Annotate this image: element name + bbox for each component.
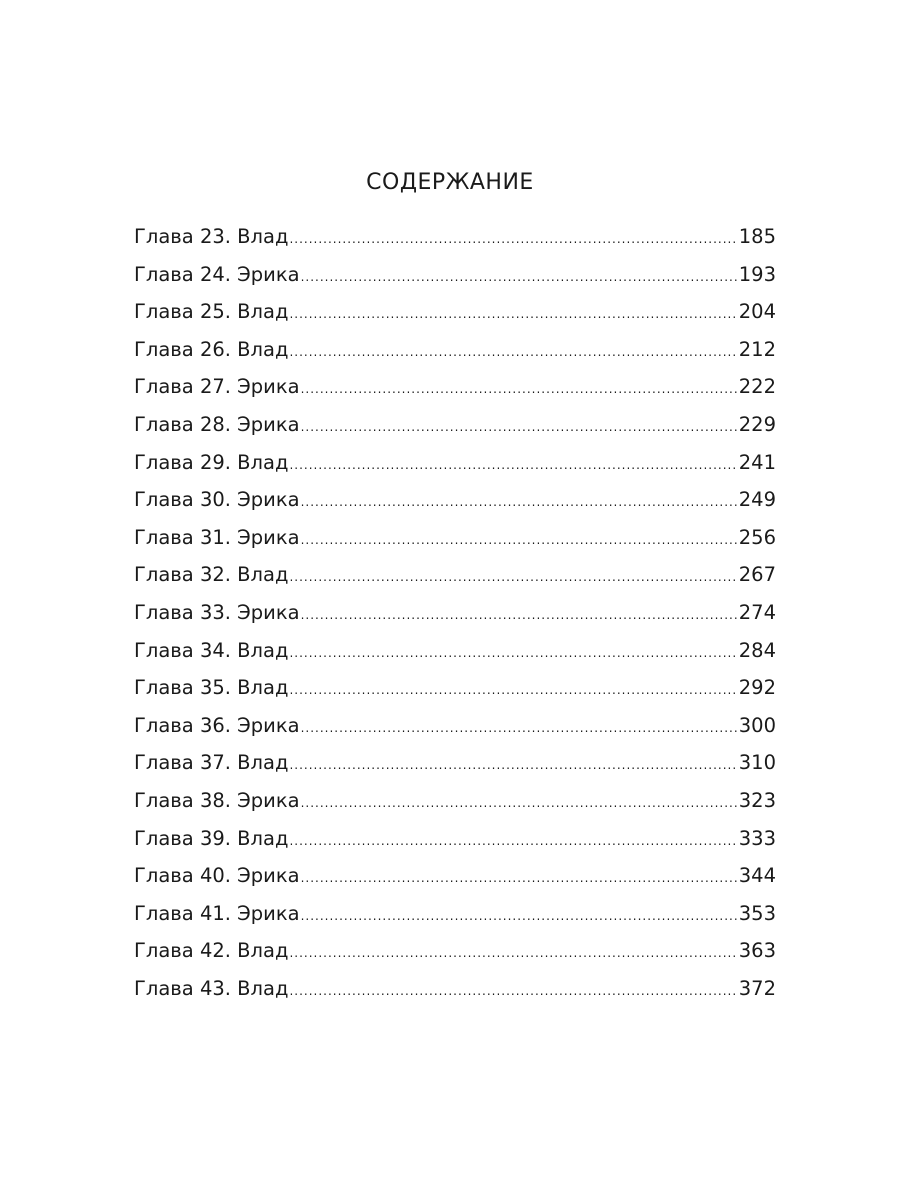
chapter-title: Глава 43. Влад [134,976,289,1000]
chapter-title: Глава 36. Эрика [134,713,300,737]
dot-leader [289,559,737,594]
toc-entry [134,782,776,820]
toc-entry [134,932,776,970]
toc-entry [134,519,776,557]
dot-leader [289,747,737,782]
toc-entry [134,970,776,1008]
dot-leader [301,898,738,933]
page-number: 353 [738,901,776,925]
chapter-title: Глава 40. Эрика [134,864,300,888]
toc-entry [134,632,776,670]
page-title: СОДЕРЖАНИЕ [366,170,534,195]
page-number: 193 [738,262,776,286]
chapter-title: Глава 33. Эрика [134,600,300,624]
chapter-title: Глава 25. Влад [134,300,289,324]
chapter-title: Глава 24. Эрика [134,262,300,286]
page-number: 300 [738,713,776,737]
page-number: 256 [738,525,776,549]
page-number: 292 [738,676,776,700]
dot-leader [301,860,738,895]
page-number: 310 [738,751,776,775]
dot-leader [301,785,738,820]
dot-leader [289,973,737,1008]
dot-leader [301,522,738,557]
page-number: 344 [738,864,776,888]
dot-leader [301,710,738,745]
toc-entry [134,293,776,331]
page-number: 185 [738,225,776,248]
chapter-title: Глава 39. Влад [134,826,289,850]
toc-entry [134,368,776,406]
toc-entry [134,895,776,933]
chapter-title: Глава 34. Влад [134,638,289,662]
chapter-title: Глава 30. Эрика [134,488,300,512]
toc-entry [134,744,776,782]
dot-leader [301,484,738,519]
dot-leader [289,823,737,858]
table-of-contents [134,218,776,1007]
page-number: 212 [738,337,776,361]
page-number: 229 [738,412,776,436]
page-number: 323 [738,788,776,812]
toc-entry [134,406,776,444]
toc-entry [134,331,776,369]
dot-leader [289,296,737,331]
chapter-title: Глава 29. Влад [134,450,289,474]
dot-leader [289,447,737,482]
chapter-title: Глава 31. Эрика [134,525,300,549]
toc-entry [134,594,776,632]
dot-leader [289,221,737,256]
page-number: 274 [738,600,776,624]
page-number: 204 [738,300,776,324]
chapter-title: Глава 38. Эрика [134,788,300,812]
page-number: 222 [738,375,776,399]
toc-entry [134,820,776,858]
dot-leader [289,672,737,707]
chapter-title: Глава 42. Влад [134,939,289,963]
toc-entry [134,444,776,482]
dot-leader [289,334,737,369]
toc-entry [134,481,776,519]
chapter-title: Глава 35. Влад [134,676,289,700]
dot-leader [289,935,737,970]
toc-entry [134,707,776,745]
page-number: 249 [738,488,776,512]
dot-leader [301,371,738,406]
chapter-title: Глава 41. Эрика [134,901,300,925]
chapter-title: Глава 26. Влад [134,337,289,361]
toc-entry [134,669,776,707]
toc-entry [134,857,776,895]
page-number: 372 [738,976,776,1000]
toc-entry [134,256,776,294]
chapter-title: Глава 32. Влад [134,563,289,587]
dot-leader [289,635,737,670]
toc-entry [134,556,776,594]
page-number: 284 [738,638,776,662]
dot-leader [301,259,738,294]
page-number: 363 [738,939,776,963]
toc-entry [134,218,776,256]
chapter-title: Глава 37. Влад [134,751,289,775]
chapter-title: Глава 23. Влад [134,225,289,248]
page-number: 333 [738,826,776,850]
chapter-title: Глава 28. Эрика [134,412,300,436]
page-number: 241 [738,450,776,474]
dot-leader [301,409,738,444]
dot-leader [301,597,738,632]
page-number: 267 [738,563,776,587]
chapter-title: Глава 27. Эрика [134,375,300,399]
